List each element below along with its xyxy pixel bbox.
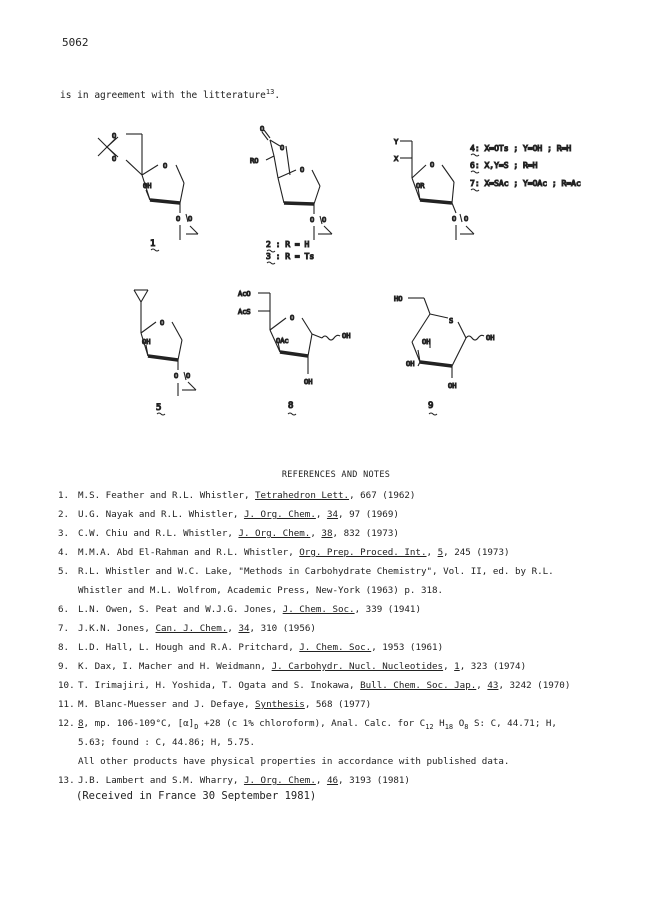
compound-8-acs: AcS bbox=[238, 308, 251, 316]
compound-1-o2: O bbox=[112, 155, 117, 163]
compound-9-oh-mid: OH bbox=[422, 338, 431, 346]
reference-segment: L.N. Owen, S. Peat and W.J.G. Jones, bbox=[78, 604, 283, 615]
reference-number: 7. bbox=[58, 623, 70, 634]
reference-text bbox=[78, 676, 570, 695]
compound-8-label: 8 bbox=[288, 401, 294, 411]
reference-number: 8. bbox=[58, 642, 70, 653]
reference-journal: J. Org. Chem. bbox=[243, 775, 316, 786]
reference-journal: J. Org. Chem. bbox=[243, 509, 316, 520]
reference-segment: 8 bbox=[464, 722, 469, 731]
reference-journal: 38 bbox=[321, 528, 333, 539]
reference-segment: , 3193 (1981) bbox=[338, 775, 410, 786]
reference-journal: Bull. Chem. Soc. Jap. bbox=[360, 680, 477, 691]
compound-2-label: 2 : R = H bbox=[266, 240, 310, 249]
reference-segment: +28 (c 1% chloroform), Anal. Calc. for C bbox=[198, 718, 426, 729]
reference-text bbox=[78, 600, 421, 619]
reference-segment: , bbox=[310, 528, 322, 539]
reference-segment: R.L. Whistler and W.C. Lake, "Methods in Carbohydrate Chemistry", Vol. II, ed. by R.L. bbox=[78, 566, 554, 577]
compound-6-label: 6: X,Y=S ; R=H bbox=[470, 161, 538, 170]
reference-continuation: Whistler and M.L. Wolfrom, Academic Press, New-York (1963) p. 318. bbox=[78, 585, 444, 596]
compound-4-o4: O bbox=[464, 215, 469, 223]
intro-citation: 13 bbox=[265, 88, 275, 96]
reference-segment: M. Blanc-Muesser and J. Defaye, bbox=[78, 699, 256, 710]
reference-segment: , 323 (1974) bbox=[459, 661, 527, 672]
reference-text bbox=[78, 505, 399, 524]
reference-segment: O bbox=[453, 718, 465, 729]
reference-number: 9. bbox=[58, 661, 70, 672]
reference-text bbox=[78, 771, 410, 790]
reference-journal: 43 bbox=[487, 680, 499, 691]
reference-item bbox=[58, 562, 658, 581]
compound-4-o3: O bbox=[452, 215, 457, 223]
compound-2-carbonyl-o: O bbox=[260, 125, 265, 133]
reference-number: 4. bbox=[58, 547, 70, 558]
compound-2-o3: O bbox=[310, 216, 315, 224]
reference-text bbox=[78, 543, 510, 562]
reference-segment: 18 bbox=[444, 722, 454, 731]
compound-5-label: 5 bbox=[156, 403, 162, 413]
reference-text bbox=[78, 524, 399, 543]
reference-journal: Tetrahedron Lett. bbox=[255, 490, 350, 501]
reference-item bbox=[58, 657, 658, 676]
reference-number: 1. bbox=[58, 490, 70, 501]
compound-9-label: 9 bbox=[428, 401, 434, 411]
compound-8-oh-bottom: OH bbox=[304, 378, 313, 386]
compound-8-oac: OAc bbox=[276, 337, 289, 345]
references-list bbox=[58, 486, 658, 790]
reference-segment: 12 bbox=[425, 722, 434, 731]
compound-9-oh-bottom: OH bbox=[448, 382, 457, 390]
reference-item bbox=[58, 676, 658, 695]
reference-segment: M.M.A. Abd El-Rahman and R.L. Whistler, bbox=[78, 547, 300, 558]
compound-8-ring-o: O bbox=[290, 314, 295, 322]
compound-5-o4: O bbox=[186, 372, 191, 380]
reference-journal: Synthesis bbox=[255, 699, 305, 710]
compound-1-label: 1 bbox=[150, 239, 156, 249]
intro-text: is in agreement with the litterature bbox=[60, 90, 266, 102]
reference-item bbox=[58, 600, 658, 619]
compound-2-ring-o: O bbox=[300, 166, 305, 174]
reference-segment: , bbox=[476, 680, 488, 691]
compound-2-ro: RO bbox=[250, 157, 259, 165]
reference-segment: S: C, 44.71; H, bbox=[468, 718, 557, 729]
compound-9-structure bbox=[408, 298, 484, 378]
reference-note: All other products have physical properties in accordance with published data. bbox=[78, 756, 510, 767]
reference-journal: 1 bbox=[454, 661, 460, 672]
compound-1-oh: OH bbox=[143, 182, 152, 190]
compound-1-o3: O bbox=[176, 215, 181, 223]
reference-segment: M.S. Feather and R.L. Whistler, bbox=[78, 490, 256, 501]
reference-segment: , 667 (1962) bbox=[349, 490, 416, 501]
reference-segment: , bbox=[227, 623, 239, 634]
reference-number: 13. bbox=[58, 775, 75, 786]
reference-journal: 34 bbox=[326, 509, 339, 520]
compound-5-ring-o: O bbox=[160, 319, 165, 327]
reference-segment: , bbox=[443, 661, 455, 672]
reference-continuation: 5.63; found : C, 44.86; H, 5.75. bbox=[78, 737, 256, 748]
reference-segment: , 832 (1973) bbox=[332, 528, 399, 539]
reference-segment: , bbox=[426, 547, 438, 558]
compound-2-o4: O bbox=[322, 216, 327, 224]
compound-8-structure bbox=[258, 293, 340, 374]
reference-item bbox=[58, 714, 658, 733]
compound-8-oh: OH bbox=[342, 332, 351, 340]
reference-segment: J.B. Lambert and S.M. Wharry, bbox=[78, 775, 244, 786]
reference-text bbox=[78, 638, 443, 657]
reference-journal: 5 bbox=[437, 547, 444, 558]
compound-7-label: 7: X=SAc ; Y=OAc ; R=Ac bbox=[470, 179, 581, 188]
compound-3-label: 3 : R = Ts bbox=[266, 252, 315, 261]
reference-journal: Can. J. Chem. bbox=[155, 623, 228, 634]
reference-segment: , 3242 (1970) bbox=[498, 680, 571, 691]
reference-segment: C.W. Chiu and R.L. Whistler, bbox=[78, 528, 239, 539]
reference-item bbox=[58, 695, 658, 714]
compound-4-y: Y bbox=[394, 138, 399, 146]
reference-item bbox=[58, 505, 658, 524]
compound-1-ring-o: O bbox=[163, 162, 168, 170]
reference-segment: L.D. Hall, L. Hough and R.A. Pritchard, bbox=[78, 642, 300, 653]
reference-segment: , 245 (1973) bbox=[443, 547, 510, 558]
reference-segment: , 1953 (1961) bbox=[371, 642, 444, 653]
reference-item bbox=[58, 486, 658, 505]
reference-segment: , 339 (1941) bbox=[354, 604, 421, 615]
reference-segment: J.K.N. Jones, bbox=[78, 623, 156, 634]
reference-number: 5. bbox=[58, 566, 70, 577]
reference-segment: , 310 (1956) bbox=[249, 623, 316, 634]
reference-item bbox=[58, 771, 658, 790]
reference-journal: 8 bbox=[78, 718, 84, 729]
reference-text bbox=[78, 657, 526, 676]
reference-item bbox=[58, 543, 658, 562]
reference-number: 12. bbox=[58, 718, 75, 729]
received-date: (Received in France 30 September 1981) bbox=[76, 790, 317, 802]
reference-segment: T. Irimajiri, H. Yoshida, T. Ogata and S. Inokawa, bbox=[78, 680, 361, 691]
reference-segment: , bbox=[315, 775, 327, 786]
reference-number: 2. bbox=[58, 509, 70, 520]
compound-8-aco: AcO bbox=[238, 290, 251, 298]
compound-9-s: S bbox=[449, 317, 454, 325]
page-number: 5062 bbox=[62, 36, 89, 49]
compound-4-6-7-structure bbox=[400, 141, 474, 240]
reference-journal: 46 bbox=[326, 775, 339, 786]
reference-text bbox=[78, 562, 554, 581]
reference-journal: J. Org. Chem. bbox=[238, 528, 311, 539]
compound-4-or: OR bbox=[416, 182, 425, 190]
compound-4-label: 4: X=OTs ; Y=OH ; R=H bbox=[470, 144, 572, 153]
reference-journal: 34 bbox=[238, 623, 250, 634]
reference-journal: J. Chem. Soc. bbox=[299, 642, 372, 653]
references-heading: REFERENCES AND NOTES bbox=[281, 470, 391, 480]
reference-journal: J. Carbohydr. Nucl. Nucleotides bbox=[271, 661, 444, 672]
reference-segment: , 568 (1977) bbox=[304, 699, 372, 710]
reference-item bbox=[58, 619, 658, 638]
reference-segment: U.G. Nayak and R.L. Whistler, bbox=[78, 509, 244, 520]
reference-text bbox=[78, 695, 371, 714]
reference-text bbox=[78, 619, 316, 638]
reference-segment: D bbox=[194, 722, 199, 731]
reference-journal: Org. Prep. Proced. Int. bbox=[299, 547, 427, 558]
reference-segment: K. Dax, I. Macher and H. Weidmann, bbox=[78, 661, 272, 672]
compound-5-o3: O bbox=[174, 372, 179, 380]
reference-number: 3. bbox=[58, 528, 70, 539]
compound-4-ring-o: O bbox=[430, 161, 435, 169]
reference-item bbox=[58, 638, 658, 657]
reference-number: 10. bbox=[58, 680, 75, 691]
compound-5-oh: OH bbox=[142, 338, 151, 346]
compound-1-o4: O bbox=[188, 215, 193, 223]
compound-9-oh-right: OH bbox=[486, 334, 495, 342]
reference-segment: , mp. 106-109°C, [α] bbox=[83, 718, 195, 729]
compound-4-x: X bbox=[394, 155, 399, 163]
reference-segment: , bbox=[315, 509, 327, 520]
reference-text bbox=[78, 486, 415, 505]
reference-number: 6. bbox=[58, 604, 70, 615]
compound-2-lactone-o: O bbox=[280, 144, 285, 152]
compound-1-o1: O bbox=[112, 132, 117, 140]
reference-segment: , 97 (1969) bbox=[338, 509, 399, 520]
reference-number: 11. bbox=[58, 699, 75, 710]
reference-segment: H bbox=[433, 718, 445, 729]
compound-9-oh-left: OH bbox=[406, 360, 415, 368]
compound-9-ho: HO bbox=[394, 295, 403, 303]
reference-text bbox=[78, 714, 557, 737]
reference-item bbox=[58, 524, 658, 543]
reference-journal: J. Chem. Soc. bbox=[282, 604, 355, 615]
intro-period: . bbox=[274, 90, 281, 102]
